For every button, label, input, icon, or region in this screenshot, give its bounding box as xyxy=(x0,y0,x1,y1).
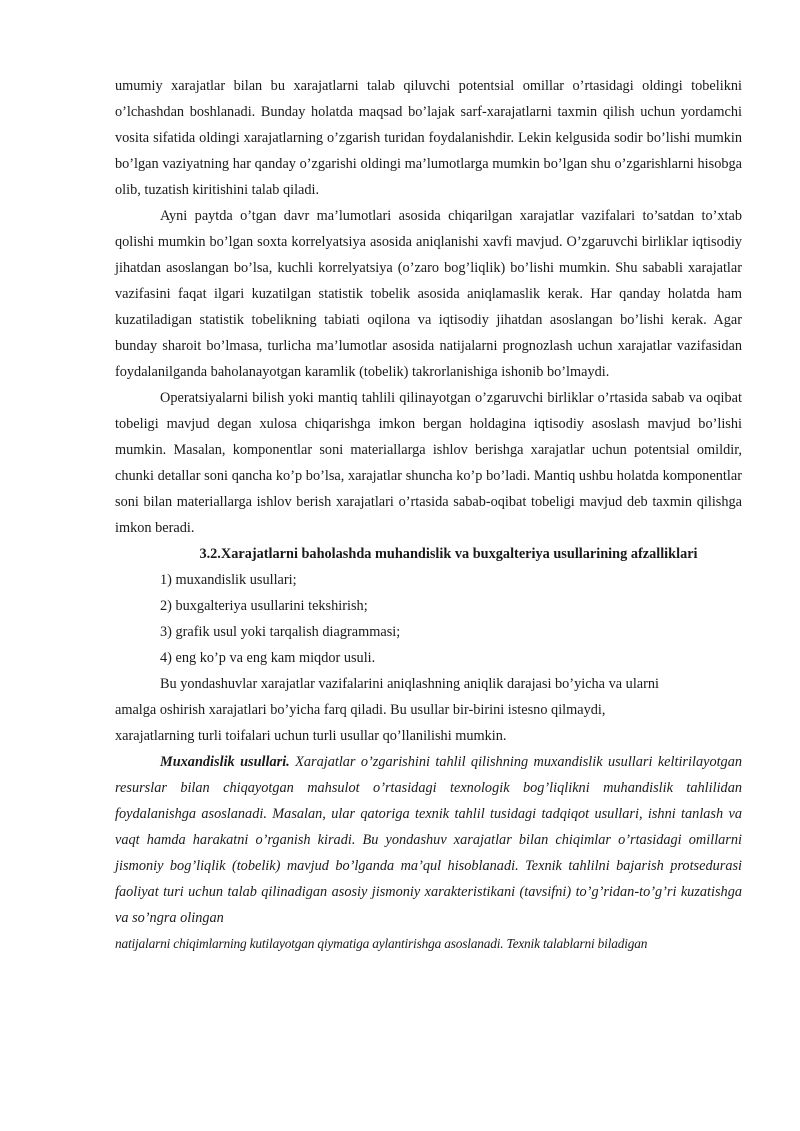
document-page xyxy=(115,73,742,957)
methods-body: Xarajatlar o’zgarishini tahlil qilishning muxandislik usullari keltirilayotgan resurslar bilan chiqayotgan mahsulot o’rtasidagi texnologik bog’liqlikni muhandislik tahlilidan foydalanishga asoslanadi. Masalan, ular qatoriga texnik tahlil tusidagi tadqiqot usullari, ishni tanlash va vaqt hamda harakatni o’rganish kiradi. Bu yondashuv xarajatlar bilan chiqimlar o’rtasidagi omillarni jismoniy bog’liqlik (tobelik) mavjud bo’lganda ma’qul hisoblanadi. Texnik tahlilni bajarish protsedurasi faoliyat turi uchun talab qilinadigan asosiy jismoniy xarakteristikani (tavsifni) to’g’ridan-to’g’ri kuzatishga va so’ngra olingan xyxy=(115,754,743,926)
list-item: 1) muxandislik usullari; xyxy=(160,572,297,588)
paragraph-2: Ayni paytda o’tgan davr ma’lumotlari asosida chiqarilgan xarajatlar vazifalari to’satdan to’xtab qolishi mumkin bo’lgan soxta korrelyatsiya asosida aniqlanishi xavfi mavjud. O’zgaruvchi birliklar iqtisodiy jihatdan asoslangan bo’lsa, kuchli korrelyatsiya (o’zaro bog’liqlik) bo’lishi mumkin. Shu sababli xarajatlar vazifasini faqat ilgari kuzatilgan statistik tobelik asosida aniqlamaslik kerak. Har qanday holatda ham kuzatiladigan statistik tobelikning tabiati oqilona va iqtisodiy jihatdan asoslangan bo’lishi kerak. Agar bunday sharoit bo’lmasa, turlicha ma’lumotlar asosida natijalarni prognozlash uchun xarajatlar vazifasidan foydalanilganda baholanayotgan karamlik (tobelik) takrorlanishiga ishonib bo’lmaydi. xyxy=(115,208,742,380)
paragraph-3: Operatsiyalarni bilish yoki mantiq tahlili qilinayotgan o’zgaruvchi birliklar o’rtasida sabab va oqibat tobeligi mavjud degan xulosa chiqarishga imkon bergan holdagina iqtisodiy asoslash mavjud bo’lishi mumkin. Masalan, komponentlar soni materiallarga ishlov berishga xarajatlar uchun potentsial omildir, chunki detallar soni qancha ko’p bo’lsa, xarajatlar shuncha ko’p bo’ladi. Mantiq ushbu holatda komponentlar soni bilan materiallarga ishlov berish xarajatlari o’rtasida sabab-oqibat tobeligi mavjud deb taxmin qilishga imkon beradi. xyxy=(115,390,742,536)
methods-lead: Muxandislik usullari. xyxy=(160,754,290,770)
list-item: 3) grafik usul yoki tarqalish diagrammasi; xyxy=(160,624,401,640)
summary-paragraph xyxy=(115,671,742,749)
list-item: 2) buxgalteriya usullarini tekshirish; xyxy=(160,598,368,614)
summary-line: Bu yondashuvlar xarajatlar vazifalarini aniqlashning aniqlik darajasi bo’yicha va ularni xyxy=(160,676,660,692)
section-heading: 3.2.Xarajatlarni baholashda muhandislik va buxgalteriya usullarining afzalliklari xyxy=(199,546,698,562)
summary-line: xarajatlarning turli toifalari uchun turli usullar qo’llanilishi mumkin. xyxy=(115,728,507,744)
methods-last-line: natijalarni chiqimlarning kutilayotgan qiymatiga aylantirishga asoslanadi. Texnik talablarni biladigan xyxy=(115,936,648,951)
methods-paragraph xyxy=(115,749,742,931)
paragraph-1: umumiy xarajatlar bilan bu xarajatlarni talab qiluvchi potentsial omillar o’rtasidagi oldingi tobelikni o’lchashdan boshlanadi. Bunday holatda maqsad bo’lajak sarf-xarajatlarni taxmin qilish uchun yordamchi vosita sifatida oldingi xarajatlarning o’zgarish turidan foydalanishdir. Lekin kelgusida sodir bo’lishi mumkin bo’lgan vaziyatning har qanday o’zgarishi oldingi ma’lumotlarga mumkin bo’lgan shu o’zgarishlarni hisobga olib, tuzatish kiritishini talab qiladi. xyxy=(115,78,742,198)
summary-line: amalga oshirish xarajatlari bo’yicha farq qiladi. Bu usullar bir-birini istesno qilmaydi, xyxy=(115,702,606,718)
list-item: 4) eng ko’p va eng kam miqdor usuli. xyxy=(160,650,376,666)
